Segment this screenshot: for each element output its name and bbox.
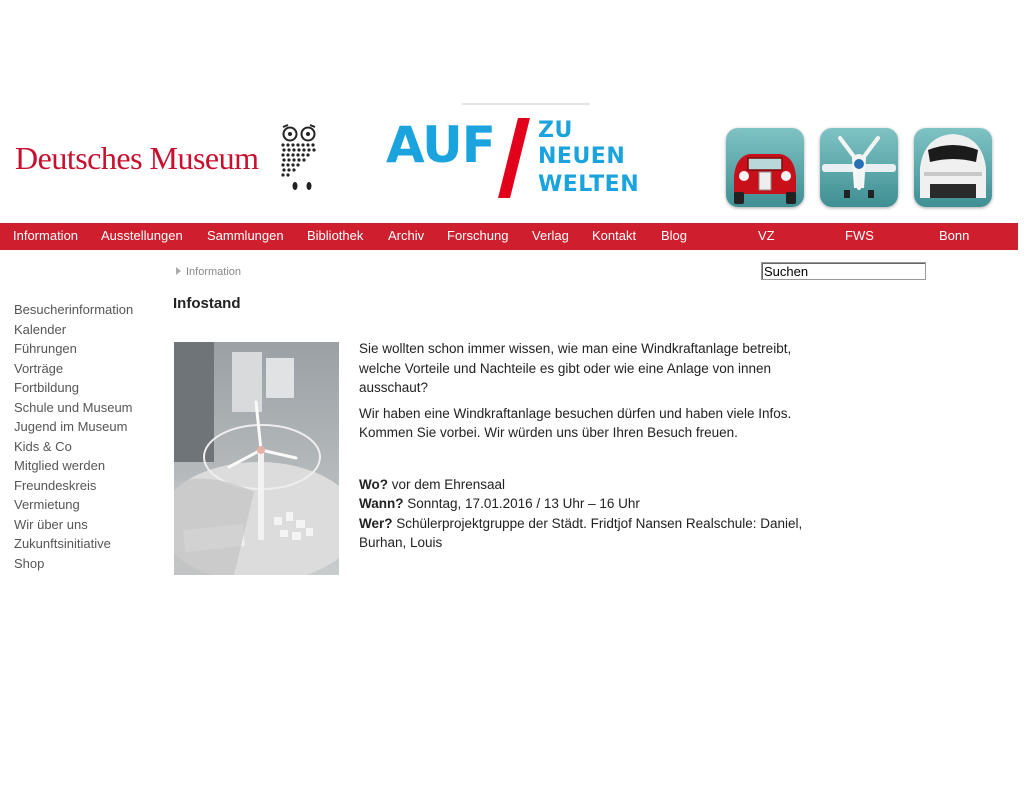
sidebar-item-besucherinformation[interactable]: Besucherinformation <box>14 302 134 317</box>
campaign-line-3: WELTEN <box>538 172 640 197</box>
campaign-line-2: NEUEN <box>538 144 626 169</box>
campaign-banner[interactable] <box>386 118 656 202</box>
breadcrumb-link[interactable]: Information <box>186 266 242 278</box>
fact-time-label: Wann? <box>359 496 404 511</box>
train-icon <box>914 128 992 207</box>
campaign-slash <box>498 118 530 198</box>
fact-people-value: Schülerprojektgruppe der Städt. Fridtjof Nansen Realschule: Daniel, Burhan, Louis <box>359 515 803 550</box>
nav-bonn[interactable]: Bonn <box>939 228 970 243</box>
campaign-word: AUF <box>386 116 495 174</box>
sidebar-item-jugend-im-museum[interactable]: Jugend im Museum <box>14 419 128 434</box>
nav-forschung[interactable]: Forschung <box>447 228 509 243</box>
page-title: Infostand <box>173 295 241 312</box>
propeller-plane-icon <box>820 128 898 207</box>
breadcrumb <box>176 266 241 278</box>
sidebar-item-fortbildung[interactable]: Fortbildung <box>14 380 80 395</box>
fact-location <box>359 475 809 495</box>
nav-bibliothek[interactable]: Bibliothek <box>307 228 364 243</box>
sidebar-item-zukunftsinitiative[interactable]: Zukunftsinitiative <box>14 536 111 551</box>
nav-blog[interactable]: Blog <box>661 228 688 243</box>
nav-fws[interactable]: FWS <box>845 228 874 243</box>
fact-time <box>359 494 809 514</box>
sidebar-item-shop[interactable]: Shop <box>14 555 45 571</box>
article-body <box>359 339 809 553</box>
fact-people <box>359 514 809 553</box>
sidebar-item-mitglied-werden[interactable]: Mitglied werden <box>14 458 106 473</box>
nav-ausstellungen[interactable]: Ausstellungen <box>101 228 183 243</box>
main-navigation <box>0 223 1018 250</box>
sidebar-item-freundeskreis[interactable]: Freundeskreis <box>14 477 97 493</box>
fact-location-value: vor dem Ehrensaal <box>388 476 506 492</box>
sidebar-menu <box>14 300 133 573</box>
nav-vz[interactable]: VZ <box>758 228 775 243</box>
campaign-divider <box>462 103 590 105</box>
sidebar-item-fuehrungen[interactable]: Führungen <box>14 341 77 356</box>
nav-sammlungen[interactable]: Sammlungen <box>207 228 284 243</box>
article-paragraph-2: Wir haben eine Windkraftanlage besuchen dürfen und haben viele Infos. Kommen Sie vorbei. Wir würden uns über Ihren Besuch freuen. <box>359 405 792 440</box>
event-facts <box>359 475 809 553</box>
nav-kontakt[interactable]: Kontakt <box>592 228 637 243</box>
deutsches-museum-logo[interactable]: Deutsches Museum <box>15 140 259 176</box>
sidebar-item-kalender[interactable]: Kalender <box>14 321 67 337</box>
sidebar-item-vortraege[interactable]: Vorträge <box>14 360 64 376</box>
fact-people-label: Wer? <box>359 515 393 531</box>
tile-red-car[interactable] <box>726 128 804 207</box>
sidebar-item-vermietung[interactable]: Vermietung <box>14 497 80 512</box>
owl-logo-icon <box>280 123 320 191</box>
article-paragraph-1: Sie wollten schon immer wissen, wie man eine Windkraftanlage betreibt, welche Vorteile und Nachteile es gibt oder wie eine Anlage von innen ausschaut? <box>359 341 792 395</box>
nav-archiv[interactable]: Archiv <box>388 228 425 243</box>
tile-airplane[interactable] <box>820 128 898 207</box>
fact-location-label: Wo? <box>359 476 388 492</box>
sidebar-item-kids-co[interactable]: Kids & Co <box>14 438 72 454</box>
nav-information[interactable]: Information <box>13 228 79 243</box>
campaign-line-1: ZU <box>538 118 573 143</box>
nav-verlag[interactable]: Verlag <box>532 228 569 243</box>
sidebar-item-wir-ueber-uns[interactable]: Wir über uns <box>14 516 88 532</box>
red-car-icon <box>726 128 804 207</box>
sidebar-item-schule-und-museum[interactable]: Schule und Museum <box>14 399 133 415</box>
search-input[interactable] <box>761 262 926 280</box>
wind-turbine-model-photo <box>174 342 339 575</box>
breadcrumb-arrow-icon <box>176 267 181 275</box>
tile-train[interactable] <box>914 128 992 207</box>
fact-time-value: Sonntag, 17.01.2016 / 13 Uhr – 16 Uhr <box>403 496 640 511</box>
